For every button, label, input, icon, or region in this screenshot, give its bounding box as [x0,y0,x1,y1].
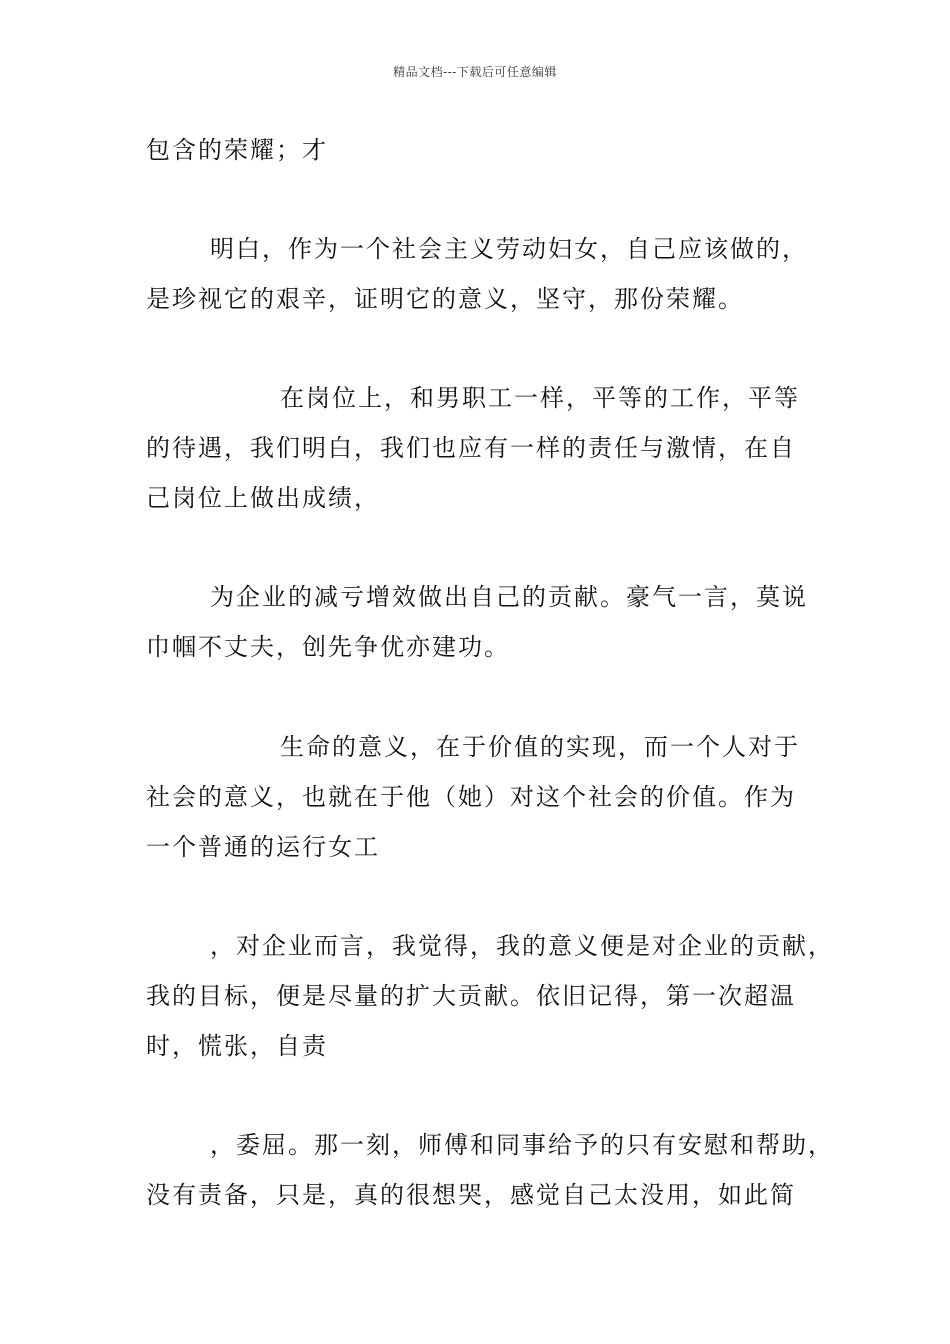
text-line: 一个普通的运行女工 [146,833,380,861]
text-line: 我的目标，便是尽量的扩大贡献。依旧记得，第一次超温 [146,982,796,1010]
text-line: 包含的荣耀；才 [146,136,328,164]
text-line: ，委屈。那一刻，师傅和同事给予的只有安慰和帮助， [210,1131,834,1159]
text-line: 社会的意义，也就在于他（她）对这个社会的价值。作为 [146,783,796,811]
text-line: 没有责备，只是，真的很想哭，感觉自己太没用，如此简 [146,1181,796,1209]
text-line: 在岗位上，和男职工一样，平等的工作，平等 [280,384,800,412]
text-line: 巾帼不丈夫，创先争优亦建功。 [146,633,510,661]
text-line: 生命的意义，在于价值的实现，而一个人对于 [280,733,800,761]
text-line: ，对企业而言，我觉得，我的意义便是对企业的贡献， [210,932,834,960]
page-header: 精品文档---下载后可任意编辑 [393,65,557,79]
text-line: 明白，作为一个社会主义劳动妇女，自己应该做的， [210,235,808,263]
text-line: 时，慌张，自责 [146,1032,328,1060]
text-line: 是珍视它的艰辛，证明它的意义，坚守，那份荣耀。 [146,285,744,313]
text-line: 为企业的减亏增效做出自己的贡献。豪气一言，莫说 [210,583,808,611]
text-line: 的待遇，我们明白，我们也应有一样的责任与激情，在自 [146,434,796,462]
text-line: 己岗位上做出成绩， [146,484,380,512]
